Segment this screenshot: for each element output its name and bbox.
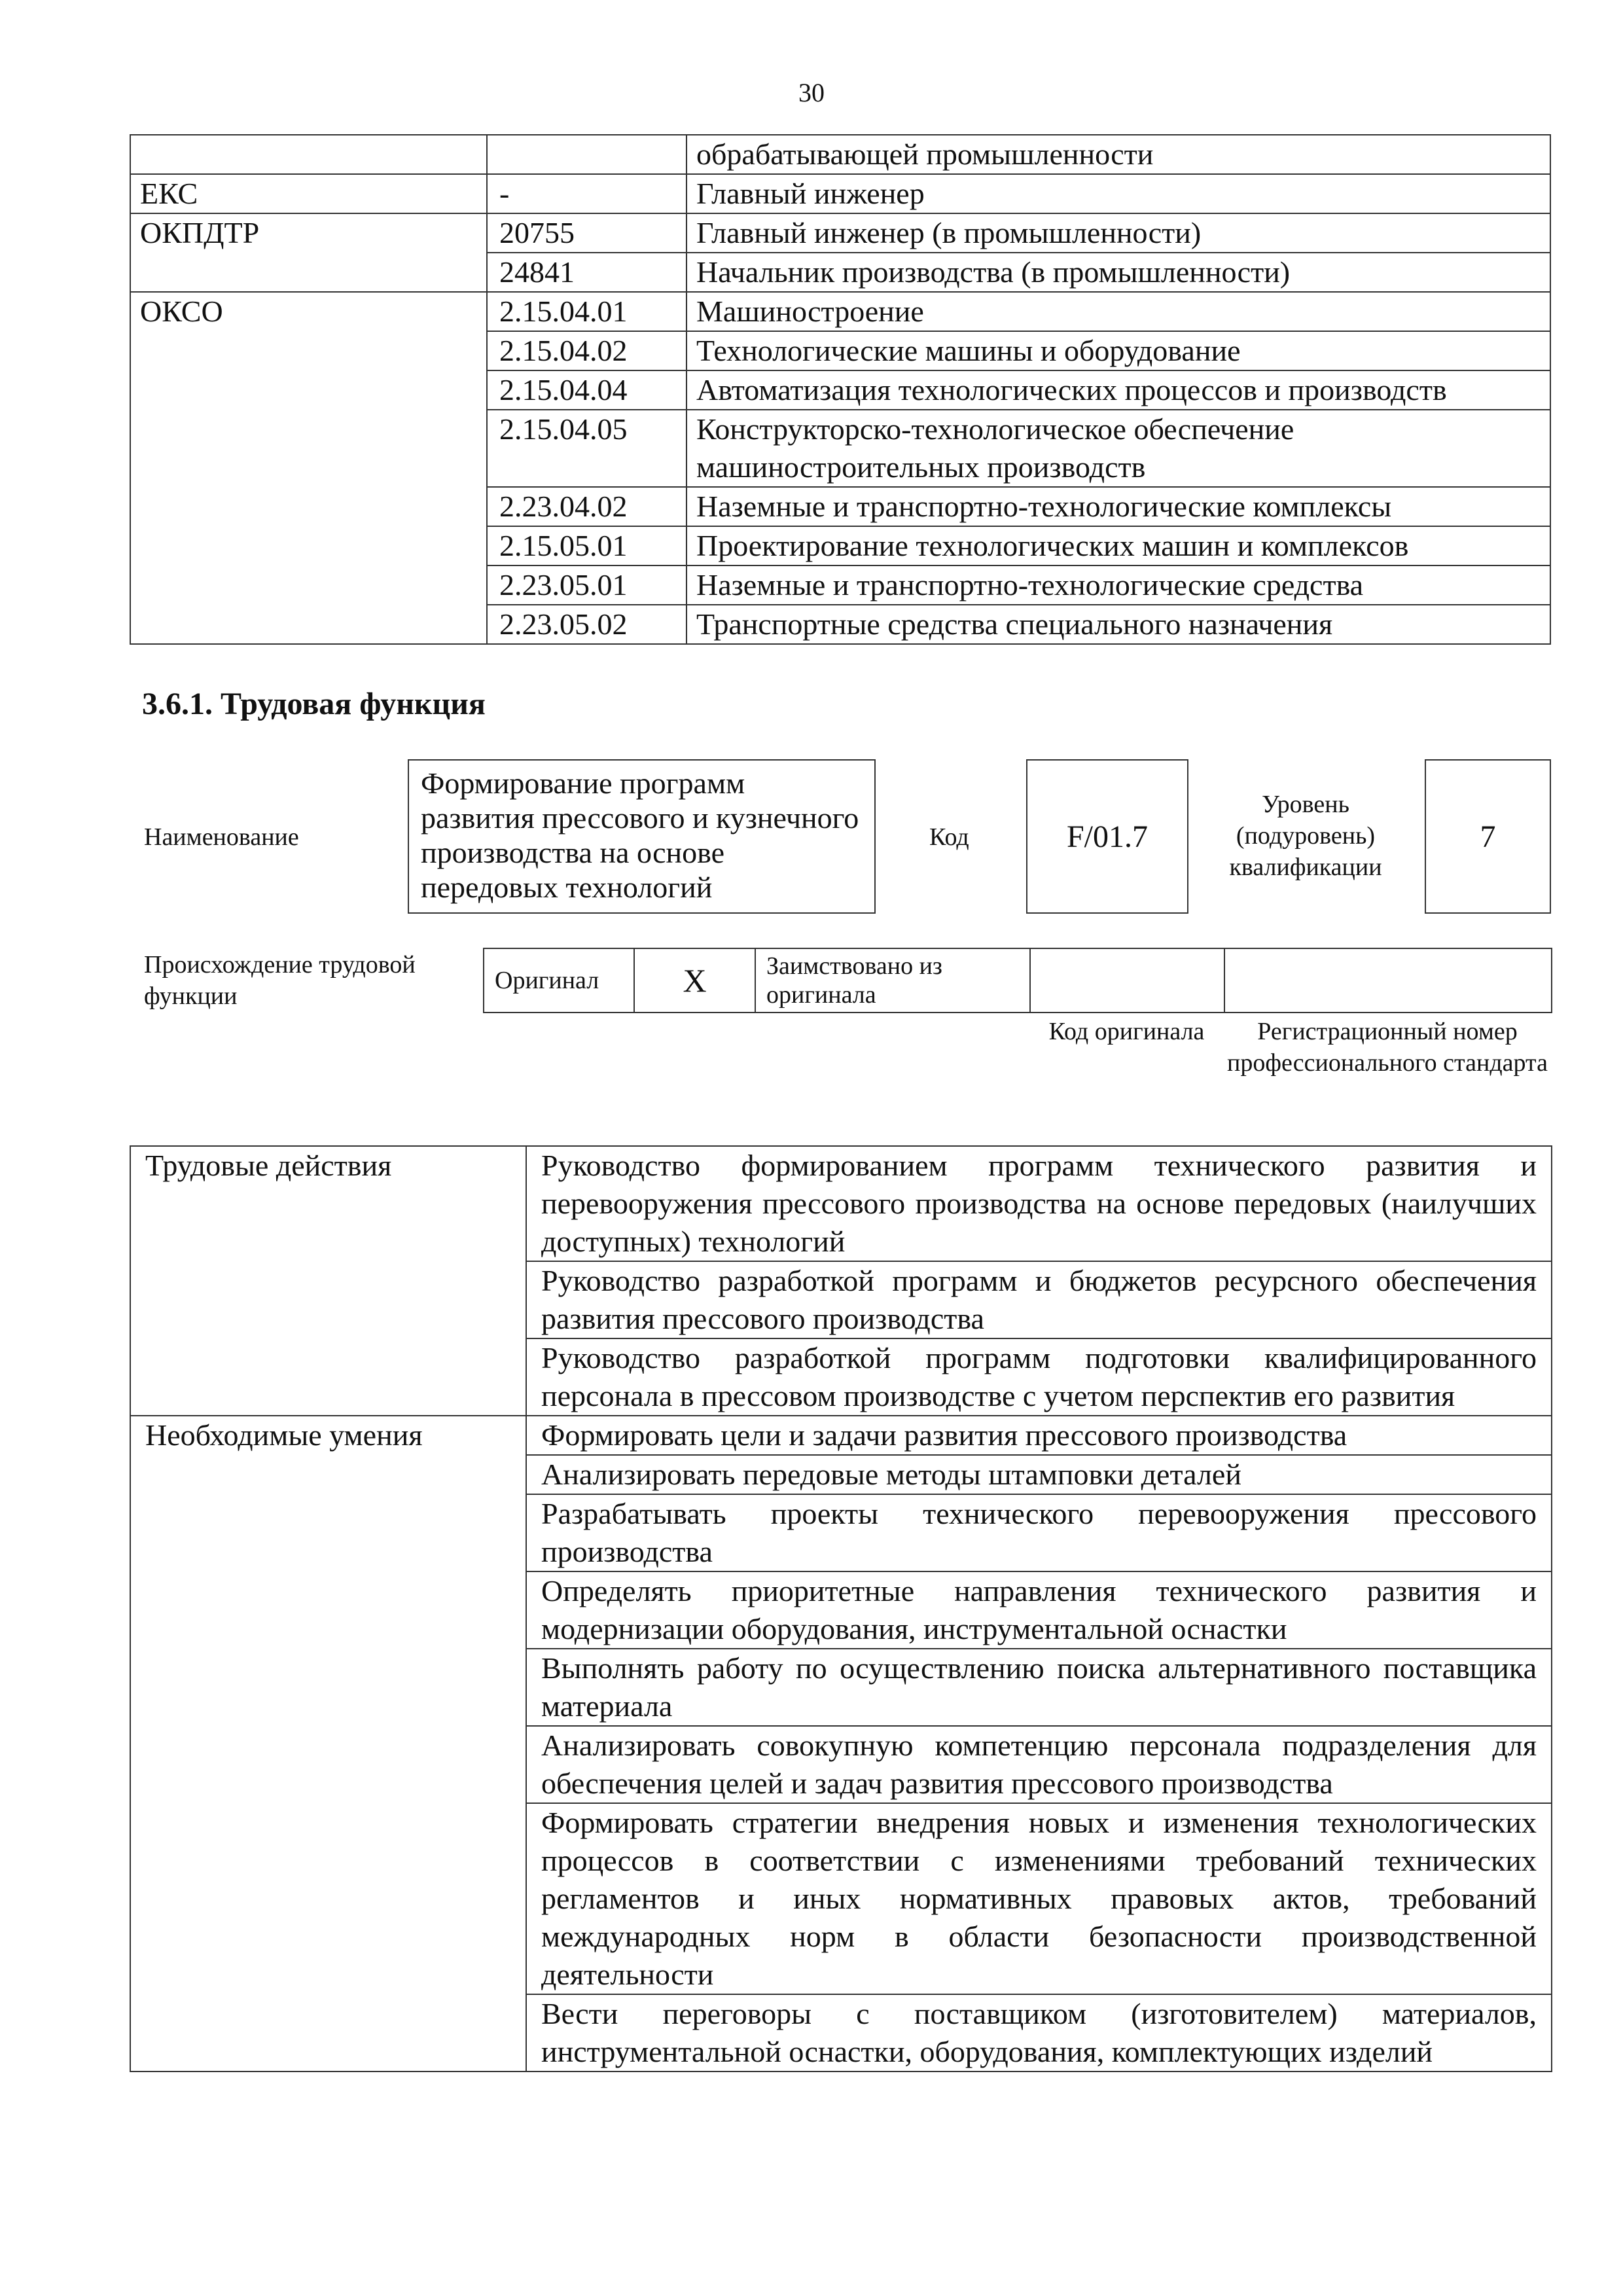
code-cell: 2.23.04.02 (487, 487, 687, 526)
code-cell: 2.23.05.01 (487, 565, 687, 605)
original-label: Оригинал (484, 948, 634, 1013)
skill-item: Разрабатывать проекты технического перевооружения прессового производства (526, 1494, 1552, 1571)
classifier-cell: ОКПДТР (130, 213, 487, 292)
code-original-caption: Код оригинала (1048, 1018, 1205, 1045)
table-row (130, 135, 1550, 174)
classifier-cell: ОКСО (130, 292, 487, 644)
name-cell: Технологические машины и оборудование (687, 331, 1550, 370)
origin-label: Происхождение трудовой функции (144, 951, 416, 1010)
function-name-box: Формирование программ развития прессового и кузнечного производства на основе передовых технологий (408, 759, 876, 914)
table-row (484, 948, 1552, 1013)
code-cell: 24841 (487, 253, 687, 292)
name-cell: Главный инженер (687, 174, 1550, 213)
code-cell: - (487, 174, 687, 213)
original-mark: X (634, 948, 755, 1013)
name-cell: Наземные и транспортно-технологические средства (687, 565, 1550, 605)
code-cell: 20755 (487, 213, 687, 253)
borrowed-label: Заимствовано из оригинала (755, 948, 1030, 1013)
code-cell (487, 135, 687, 174)
code-label: Код (929, 823, 969, 851)
labor-action-item: Руководство разработкой программ подготовки квалифицированного персонала в прессовом производстве с учетом перспектив его развития (526, 1338, 1552, 1416)
skill-item: Анализировать передовые методы штамповки деталей (526, 1455, 1552, 1494)
skill-item: Анализировать совокупную компетенцию персонала подразделения для обеспечения целей и задач развития прессового производства (526, 1726, 1552, 1803)
level-label: Уровень (подуровень) квалификации (1229, 791, 1382, 881)
classifier-table (130, 134, 1551, 645)
name-cell: Наземные и транспортно-технологические комплексы (687, 487, 1550, 526)
code-cell: 2.15.04.04 (487, 370, 687, 410)
code-cell: 2.23.05.02 (487, 605, 687, 644)
name-cell: Конструкторско-технологическое обеспечение машиностроительных производств (687, 410, 1550, 487)
code-cell: 2.15.04.02 (487, 331, 687, 370)
classifier-cell (130, 135, 487, 174)
origin-table (483, 948, 1552, 1013)
name-cell: Проектирование технологических машин и комплексов (687, 526, 1550, 565)
name-cell: Автоматизация технологических процессов и производств (687, 370, 1550, 410)
labor-action-item: Руководство разработкой программ и бюджетов ресурсного обеспечения развития прессового производства (526, 1261, 1552, 1338)
skill-item: Выполнять работу по осуществлению поиска альтернативного поставщика материала (526, 1649, 1552, 1726)
skill-item: Формировать стратегии внедрения новых и изменения технологических процессов в соответствии с изменениями требований технических регламентов и иных нормативных правовых актов, требований международных норм в области безопасности производственной деятельности (526, 1803, 1552, 1994)
registration-number-caption: Регистрационный номер профессионального стандарта (1227, 1018, 1548, 1077)
function-code-box: F/01.7 (1026, 759, 1188, 914)
name-label: Наименование (144, 823, 299, 851)
labor-actions-label: Трудовые действия (130, 1146, 526, 1416)
table-row (130, 1146, 1552, 1261)
qualification-level-box: 7 (1425, 759, 1551, 914)
name-cell: обрабатывающей промышленности (687, 135, 1550, 174)
registration-number-cell (1224, 948, 1552, 1013)
original-code-cell (1030, 948, 1224, 1013)
classifier-cell: ЕКС (130, 174, 487, 213)
page-number: 30 (798, 78, 825, 107)
table-row (130, 174, 1550, 213)
table-row (130, 213, 1550, 253)
code-cell: 2.15.05.01 (487, 526, 687, 565)
name-cell: Транспортные средства специального назначения (687, 605, 1550, 644)
skill-item: Определять приоритетные направления технического развития и модернизации оборудования, инструментальной оснастки (526, 1571, 1552, 1649)
name-cell: Начальник производства (в промышленности) (687, 253, 1550, 292)
name-cell: Главный инженер (в промышленности) (687, 213, 1550, 253)
skills-label: Необходимые умения (130, 1416, 526, 2072)
code-cell: 2.15.04.01 (487, 292, 687, 331)
table-row (130, 1416, 1552, 1455)
table-row (130, 292, 1550, 331)
skill-item: Вести переговоры с поставщиком (изготовителем) материалов, инструментальной оснастки, оборудования, комплектующих изделий (526, 1994, 1552, 2072)
code-cell: 2.15.04.05 (487, 410, 687, 487)
name-cell: Машиностроение (687, 292, 1550, 331)
functions-table (130, 1145, 1552, 2072)
labor-action-item: Руководство формированием программ технического развития и перевооружения прессового производства на основе передовых (наилучших доступных) технологий (526, 1146, 1552, 1261)
skill-item: Формировать цели и задачи развития прессового производства (526, 1416, 1552, 1455)
section-heading: 3.6.1. Трудовая функция (142, 687, 486, 721)
